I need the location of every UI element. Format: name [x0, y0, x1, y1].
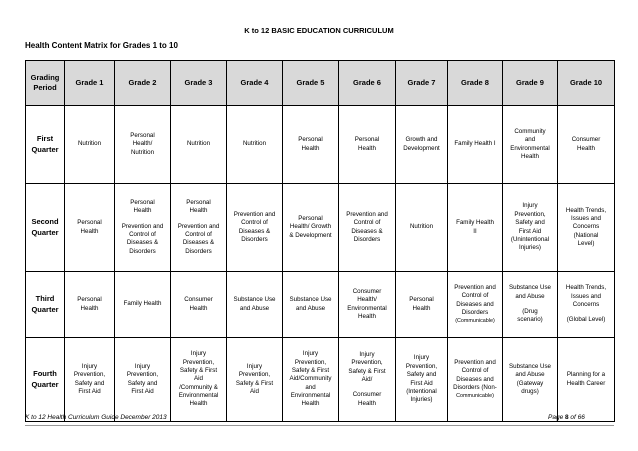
cell-text-line: & Development: [289, 231, 332, 239]
cell-text-line: Prevention,: [126, 371, 159, 379]
grade-header-1: Grade 1: [65, 61, 115, 106]
cell-text-line: Injury: [190, 350, 207, 358]
cell-text-line: Diseases &: [238, 227, 271, 235]
cell-text-line: Personal: [298, 136, 323, 144]
cell-text-line: Consumer: [571, 136, 601, 144]
footer-rule: [25, 425, 614, 426]
matrix-cell-grade-4: [227, 338, 283, 422]
matrix-cell-grade-5: [283, 184, 339, 272]
quarter-row: [26, 184, 615, 272]
quarter-label: [26, 272, 65, 338]
cell-text-line: Health: [80, 227, 99, 235]
cell-text-line: (National: [573, 231, 599, 239]
matrix-cell-grade-2: [115, 184, 171, 272]
matrix-cell-grade-8: [448, 338, 503, 422]
grade-header-8: Grade 8: [448, 61, 503, 106]
cell-text-line: Disorders: [185, 247, 212, 255]
matrix-cell-grade-4: [227, 272, 283, 338]
grade-header-5: Grade 5: [283, 61, 339, 106]
matrix-cell-grade-1: [65, 184, 115, 272]
cell-text-line: Diseases and: [456, 300, 494, 308]
cell-text-line: Control of: [353, 219, 381, 227]
cell-text-line: (Gateway: [516, 379, 544, 387]
quarter-label-line: Quarter: [31, 379, 59, 389]
cell-text-line: Health: [521, 152, 539, 160]
cell-spacer: [117, 216, 168, 223]
cell-text-line: and Abuse: [515, 292, 545, 300]
cell-text-line: Injury: [302, 350, 319, 358]
matrix-cell-grade-9: [503, 106, 558, 184]
cell-spacer: [341, 384, 393, 391]
cell-text-line: Prevention and: [346, 210, 388, 218]
page-suffix: of 66: [568, 414, 585, 421]
cell-text-line: Consumer: [352, 391, 382, 399]
cell-text-line: Injury: [522, 202, 538, 210]
cell-text-line: Disorders (Non-: [453, 384, 497, 392]
matrix-body: [26, 106, 615, 422]
matrix-cell-grade-6: [339, 338, 396, 422]
quarter-label-line: Quarter: [31, 227, 59, 237]
matrix-cell-grade-2: [115, 106, 171, 184]
cell-text-line: Issues and: [571, 292, 601, 300]
cell-text-line: Safety and: [515, 219, 545, 227]
matrix-cell-grade-3: [171, 272, 227, 338]
cell-text-line: Health: [301, 144, 320, 152]
cell-text-line: Injury: [246, 362, 263, 370]
cell-text-line: Substance Use: [289, 296, 332, 304]
matrix-cell-grade-6: [339, 106, 396, 184]
cell-text-line: Nutrition: [409, 223, 434, 231]
cell-text-line: Safety and: [127, 379, 158, 387]
cell-text-line: Injuries): [410, 396, 433, 404]
quarter-row: [26, 272, 615, 338]
cell-text-line: Issues and: [571, 214, 601, 222]
matrix-cell-grade-4: [227, 184, 283, 272]
cell-text-line: Control of: [241, 219, 268, 227]
quarter-label-line: Second: [31, 217, 59, 227]
cell-text-line: Health Career: [566, 379, 606, 387]
cell-text-line: Control of: [461, 292, 489, 300]
cell-text-line: and: [305, 383, 316, 391]
document-title: K to 12 BASIC EDUCATION CURRICULUM: [244, 26, 394, 35]
matrix-cell-grade-10: [558, 272, 615, 338]
cell-text-line: Prevention,: [73, 371, 106, 379]
cell-text-line: First Aid: [78, 387, 101, 395]
cell-text-line: Level): [577, 240, 595, 248]
cell-text-line: Diseases and: [456, 375, 494, 383]
cell-text-line: and Abuse: [515, 371, 545, 379]
matrix-cell-grade-7: [396, 338, 448, 422]
cell-text-line: Nutrition: [186, 140, 211, 148]
cell-text-line: Consumer: [184, 296, 213, 304]
cell-text-line: Environmental: [178, 392, 219, 400]
cell-text-line: Development: [403, 144, 440, 152]
cell-text-line: Disorders: [461, 309, 489, 317]
cell-text-line: Health: [189, 304, 208, 312]
cell-text-line: Communicable): [456, 392, 494, 399]
header-row: [26, 61, 615, 106]
matrix-cell-grade-6: [339, 272, 396, 338]
cell-text-line: Nutrition: [130, 148, 155, 156]
cell-text-line: Substance Use: [509, 362, 551, 370]
matrix-cell-grade-9: [503, 338, 558, 422]
matrix-cell-grade-2: [115, 338, 171, 422]
cell-text-line: Diseases &: [126, 239, 159, 247]
matrix-cell-grade-9: [503, 184, 558, 272]
matrix-cell-grade-7: [396, 272, 448, 338]
cell-text-line: (Global Level): [566, 316, 606, 324]
cell-text-line: Disorders: [353, 235, 381, 243]
quarter-label-line: Third: [35, 294, 55, 304]
cell-text-line: Prevention and: [233, 210, 276, 218]
cell-text-line: Health/: [357, 296, 377, 304]
cell-text-line: Nutrition: [77, 140, 102, 148]
cell-text-line: Substance Use: [233, 296, 276, 304]
matrix-cell-grade-5: [283, 106, 339, 184]
cell-text-line: Health: [133, 207, 152, 215]
cell-text-line: /Community &: [179, 383, 218, 391]
cell-text-line: Safety & First: [235, 379, 274, 387]
matrix-cell-grade-9: [503, 272, 558, 338]
matrix-cell-grade-3: [171, 338, 227, 422]
cell-text-line: Health: [358, 399, 376, 407]
cell-text-line: Injury: [81, 362, 98, 370]
cell-text-line: Personal: [77, 296, 102, 304]
matrix-cell-grade-5: [283, 272, 339, 338]
cell-text-line: Safety & First: [348, 367, 386, 375]
grade-header-4: Grade 4: [227, 61, 283, 106]
cell-text-line: Control of: [461, 367, 489, 375]
cell-text-line: Aid: [250, 387, 259, 395]
cell-text-line: Injury: [134, 362, 151, 370]
cell-text-line: and: [524, 136, 536, 144]
grade-header-7: Grade 7: [396, 61, 448, 106]
cell-text-line: Safety & First: [179, 366, 218, 374]
page-prefix: Page: [548, 414, 565, 421]
cell-text-line: Control of: [129, 231, 156, 238]
cell-text-line: Personal: [77, 219, 102, 227]
cell-text-line: scenario): [517, 316, 543, 324]
matrix-cell-grade-8: [448, 184, 503, 272]
cell-text-line: drugs): [521, 387, 539, 395]
cell-text-line: Personal: [130, 131, 155, 139]
health-content-matrix: [25, 60, 615, 422]
cell-text-line: Environmental: [510, 144, 550, 152]
matrix-cell-grade-10: [558, 184, 615, 272]
matrix-cell-grade-6: [339, 184, 396, 272]
cell-spacer: [505, 301, 555, 308]
quarter-label-line: Fourth: [33, 369, 57, 379]
cell-text-line: Control of: [185, 231, 212, 238]
matrix-cell-grade-1: [65, 338, 115, 422]
cell-text-line: II: [473, 227, 477, 235]
cell-text-line: Aid/: [361, 376, 373, 383]
cell-text-line: Nutrition: [242, 140, 267, 148]
matrix-cell-grade-1: [65, 272, 115, 338]
cell-text-line: (Intentional: [406, 387, 437, 395]
cell-text-line: Community: [514, 127, 546, 135]
cell-spacer: [173, 216, 224, 223]
matrix-cell-grade-1: [65, 106, 115, 184]
cell-text-line: and Abuse: [295, 304, 326, 312]
cell-text-line: Health: [358, 144, 376, 152]
cell-text-line: Health/: [132, 140, 153, 148]
matrix-cell-grade-8: [448, 272, 503, 338]
footer-guide-name: K to 12 Health Curriculum Guide December 2013: [25, 414, 167, 421]
cell-text-line: Health Trends,: [565, 284, 607, 292]
cell-text-line: Environmental: [347, 304, 387, 312]
grade-header-6: Grade 6: [339, 61, 396, 106]
cell-spacer: [560, 309, 612, 316]
cell-text-line: Prevention,: [238, 371, 271, 379]
cell-text-line: Health: [189, 207, 208, 215]
cell-text-line: First Aid: [518, 227, 542, 235]
cell-text-line: Family Health: [456, 219, 494, 227]
cell-text-line: Health: [358, 312, 376, 320]
matrix-cell-grade-4: [227, 106, 283, 184]
cell-text-line: Disorders: [129, 247, 156, 255]
cell-text-line: Prevention and: [454, 359, 496, 367]
grade-header-10: Grade 10: [558, 61, 615, 106]
quarter-label: [26, 338, 65, 422]
matrix-cell-grade-3: [171, 184, 227, 272]
quarter-label-line: Quarter: [31, 144, 59, 154]
matrix-cell-grade-10: [558, 338, 615, 422]
cell-text-line: Personal: [354, 136, 380, 144]
cell-text-line: First Aid: [410, 379, 433, 387]
cell-text-line: Diseases &: [351, 227, 383, 235]
matrix-cell-grade-7: [396, 106, 448, 184]
cell-text-line: Diseases &: [182, 239, 215, 247]
cell-text-line: Prevention,: [351, 359, 383, 367]
cell-text-line: Safety and: [74, 379, 105, 387]
cell-text-line: Prevention and: [454, 284, 496, 292]
cell-text-line: (Unintentional: [510, 235, 550, 243]
cell-text-line: Personal: [298, 214, 323, 222]
cell-text-line: Growth and: [405, 136, 438, 144]
cell-text-line: Prevention,: [514, 210, 546, 218]
quarter-label-line: Quarter: [31, 304, 59, 314]
cell-text-line: Concerns: [572, 301, 600, 308]
page-number: 8: [565, 414, 569, 421]
matrix-cell-grade-3: [171, 106, 227, 184]
cell-text-line: Disorders: [241, 235, 268, 243]
quarter-label: [26, 184, 65, 272]
grade-header-2: Grade 2: [115, 61, 171, 106]
cell-text-line: (Drug: [522, 308, 538, 315]
cell-text-line: Safety and: [406, 371, 437, 379]
cell-text-line: Injury: [359, 350, 375, 358]
quarter-label: [26, 106, 65, 184]
cell-text-line: Prevention and: [177, 222, 220, 230]
cell-text-line: First Aid: [131, 387, 154, 395]
cell-text-line: Prevention,: [405, 362, 438, 370]
cell-text-line: Family Health: [123, 300, 162, 308]
quarter-label-line: First: [36, 134, 54, 144]
cell-text-line: Planning for a: [566, 371, 606, 379]
cell-text-line: Personal: [186, 198, 211, 206]
cell-text-line: Personal: [409, 296, 434, 304]
matrix-cell-grade-10: [558, 106, 615, 184]
cell-text-line: Family Health I: [454, 140, 496, 148]
cell-text-line: and Abuse: [239, 304, 270, 312]
cell-text-line: Injury: [413, 354, 430, 362]
cell-text-line: Health: [189, 400, 208, 408]
cell-text-line: Health: [412, 304, 431, 312]
header-period-line: Grading: [30, 72, 60, 82]
footer-page-number: [548, 414, 585, 421]
document-subtitle: Health Content Matrix for Grades 1 to 10: [25, 41, 178, 50]
cell-text-line: Consumer: [352, 287, 382, 295]
cell-text-line: Prevention and: [121, 222, 164, 230]
grading-period-header: [26, 61, 65, 106]
matrix-cell-grade-8: [448, 106, 503, 184]
cell-text-line: Aid: [194, 375, 203, 383]
cell-text-line: Injuries): [518, 244, 541, 252]
cell-text-line: Aid/Community: [289, 375, 332, 383]
grade-header-3: Grade 3: [171, 61, 227, 106]
cell-text-line: Health: [301, 400, 320, 408]
matrix-cell-grade-5: [283, 338, 339, 422]
cell-text-line: Environmental: [290, 392, 331, 400]
cell-text-line: Health: [577, 144, 595, 152]
matrix-cell-grade-7: [396, 184, 448, 272]
cell-text-line: Substance Use: [509, 284, 551, 292]
cell-text-line: Prevention,: [294, 358, 327, 366]
header-period-line: Period: [33, 83, 57, 92]
cell-text-line: (Communicable): [455, 317, 495, 324]
quarter-row: [26, 338, 615, 422]
cell-text-line: Safety & First: [291, 366, 330, 374]
cell-text-line: Health Trends,: [565, 206, 607, 214]
cell-text-line: Health/ Growth: [289, 223, 332, 231]
cell-text-line: Health: [80, 304, 99, 312]
cell-text-line: Concerns: [572, 223, 600, 231]
cell-text-line: Prevention,: [182, 358, 215, 366]
matrix-cell-grade-2: [115, 272, 171, 338]
cell-text-line: Personal: [130, 198, 155, 206]
quarter-row: [26, 106, 615, 184]
grade-header-9: Grade 9: [503, 61, 558, 106]
